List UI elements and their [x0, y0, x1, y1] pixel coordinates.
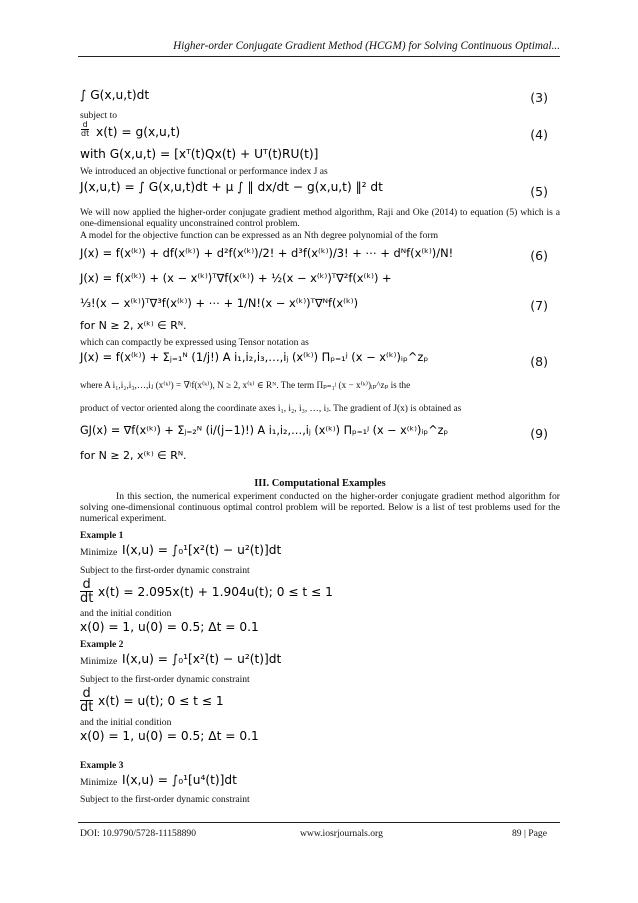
equation-6: J(x) = f(x⁽ᵏ⁾) + df(x⁽ᵏ⁾) + d²f(x⁽ᵏ⁾)/2! + d³f(x⁽ᵏ⁾)/3! + ⋯ + dᴺf(x⁽ᵏ⁾)/N! — [80, 246, 454, 260]
equation-7-line2: ⅓!(x − x⁽ᵏ⁾)ᵀ∇³f(x⁽ᵏ⁾) + ⋯ + 1/N!(x − x⁽ᵏ⁾)ᵀ∇ᴺf(x⁽ᵏ⁾) — [80, 296, 359, 310]
equation-4: x(t) = g(x,u,t) — [96, 125, 181, 139]
example-3-title: Example 3 — [80, 760, 124, 771]
equation-9: GJ(x) = ∇f(x⁽ᵏ⁾) + Σⱼ₌₂ᴺ (i/(j−1)!) A i₁,i₂,…,iⱼ (x⁽ᵏ⁾) Πₚ₌₁ʲ (x − x⁽ᵏ⁾)ᵢₚ^zₚ — [80, 424, 449, 437]
deriv-num: d — [80, 578, 93, 592]
equation-7-line1: J(x) = f(x⁽ᵏ⁾) + (x − x⁽ᵏ⁾)ᵀ∇f(x⁽ᵏ⁾) + ½(x − x⁽ᵏ⁾)ᵀ∇²f(x⁽ᵏ⁾) + — [80, 271, 392, 285]
footer-page-number: 89 | Page — [512, 828, 547, 839]
paragraph-product: product of vector oriented along the coordinate axes i₁, i₂, i₃, …, iⱼ. The gradient of J(x) is obtained as — [80, 404, 462, 414]
equation-6-number: (6) — [530, 248, 548, 263]
paragraph-where: where A i₁,i₂,i₃,…,iⱼ (x⁽ᵏ⁾) = ∇ʲf(x⁽ᵏ⁾), N ≥ 2, x⁽ᵏ⁾ ∈ Rᴺ. The term Πₚ₌₁ʲ (x − x⁽ᵏ⁾)ᵢₚ^zₚ is the — [80, 380, 411, 390]
example-2-objective: I(x,u) = ∫₀¹[x²(t) − u²(t)]dt — [122, 652, 282, 666]
deriv-den: dt — [80, 700, 94, 715]
footer-rule — [78, 822, 560, 823]
equation-5-number: (5) — [530, 184, 548, 199]
derivative-operator — [80, 121, 90, 138]
example-1-title: Example 1 — [80, 530, 124, 541]
equation-with: with G(x,u,t) = [xᵀ(t)Qx(t) + Uᵀ(t)RU(t)] — [80, 147, 319, 161]
for-n-condition-1: for N ≥ 2, x⁽ᵏ⁾ ∈ Rᴺ. — [80, 319, 187, 332]
equation-8-number: (8) — [530, 354, 548, 369]
example-3-minimize: Minimize — [80, 777, 118, 788]
footer-doi: DOI: 10.9790/5728-11158890 — [80, 828, 197, 839]
subject-to-label: subject to — [80, 110, 118, 121]
paragraph-apply: We will now applied the higher-order conjugate gradient method algorithm, Raji and Oke (2014) to equation (5) which is a one-dimensional equality unconstrained control problem. — [80, 207, 560, 229]
deriv-num: d — [80, 687, 93, 701]
example-1-minimize: Minimize — [80, 547, 118, 558]
equation-9-number: (9) — [530, 426, 548, 441]
section-heading: III. Computational Examples — [254, 478, 386, 489]
example-3-objective: I(x,u) = ∫₀¹[u⁴(t)]dt — [122, 773, 237, 787]
equation-7-number: (7) — [530, 298, 548, 313]
example-2-derivative — [80, 687, 93, 714]
objective-intro: We introduced an objective functional or performance index J as — [80, 166, 328, 177]
example-2-minimize: Minimize — [80, 656, 118, 667]
example-1-constraint: x(t) = 2.095x(t) + 1.904u(t); 0 ≤ t ≤ 1 — [98, 585, 333, 599]
deriv-num: d — [82, 120, 88, 129]
example-1-objective: I(x,u) = ∫₀¹[x²(t) − u²(t)]dt — [122, 543, 282, 557]
example-2-initial: x(0) = 1, u(0) = 0.5; Δt = 0.1 — [80, 729, 259, 743]
deriv-den: dt — [81, 129, 90, 138]
example-1-constraint-label: Subject to the first-order dynamic constraint — [80, 565, 250, 576]
model-intro: A model for the objective function can be expressed as an Nth degree polynomial of the form — [80, 230, 439, 241]
deriv-den: dt — [80, 591, 94, 606]
example-1-initial-label: and the initial condition — [80, 608, 172, 619]
example-1-derivative — [80, 578, 93, 605]
footer-site[interactable]: www.iosrjournals.org — [300, 828, 383, 839]
example-2-title: Example 2 — [80, 639, 124, 650]
example-3-constraint-label: Subject to the first-order dynamic constraint — [80, 794, 250, 805]
example-2-constraint: x(t) = u(t); 0 ≤ t ≤ 1 — [98, 694, 224, 708]
for-n-condition-2: for N ≥ 2, x⁽ᵏ⁾ ∈ Rᴺ. — [80, 449, 187, 462]
equation-4-number: (4) — [530, 127, 548, 142]
section-intro: In this section, the numerical experiment conducted on the higher-order conjugate gradient method algorithm for solving one-dimensional continuous optimal control problem will be reported. Below is a list of test problems used for the numerical experiment. — [80, 491, 560, 524]
equation-5: J(x,u,t) = ∫ G(x,u,t)dt + μ ∫ ‖ dx/dt − g(x,u,t) ‖² dt — [80, 180, 383, 194]
running-header: Higher-order Conjugate Gradient Method (HCGM) for Solving Continuous Optimal... — [173, 40, 560, 52]
equation-3: ∫ G(x,u,t)dt — [80, 88, 150, 102]
equation-3-number: (3) — [530, 90, 548, 105]
example-1-initial: x(0) = 1, u(0) = 0.5; Δt = 0.1 — [80, 620, 259, 634]
example-2-initial-label: and the initial condition — [80, 717, 172, 728]
equation-8: J(x) = f(x⁽ᵏ⁾) + Σⱼ₌₁ᴺ (1/j!) A i₁,i₂,i₃,…,iⱼ (x⁽ᵏ⁾) Πₚ₌₁ʲ (x − x⁽ᵏ⁾)ᵢₚ^zₚ — [80, 350, 429, 364]
header-rule — [78, 56, 560, 57]
example-2-constraint-label: Subject to the first-order dynamic constraint — [80, 674, 250, 685]
tensor-intro: which can compactly be expressed using Tensor notation as — [80, 337, 309, 348]
